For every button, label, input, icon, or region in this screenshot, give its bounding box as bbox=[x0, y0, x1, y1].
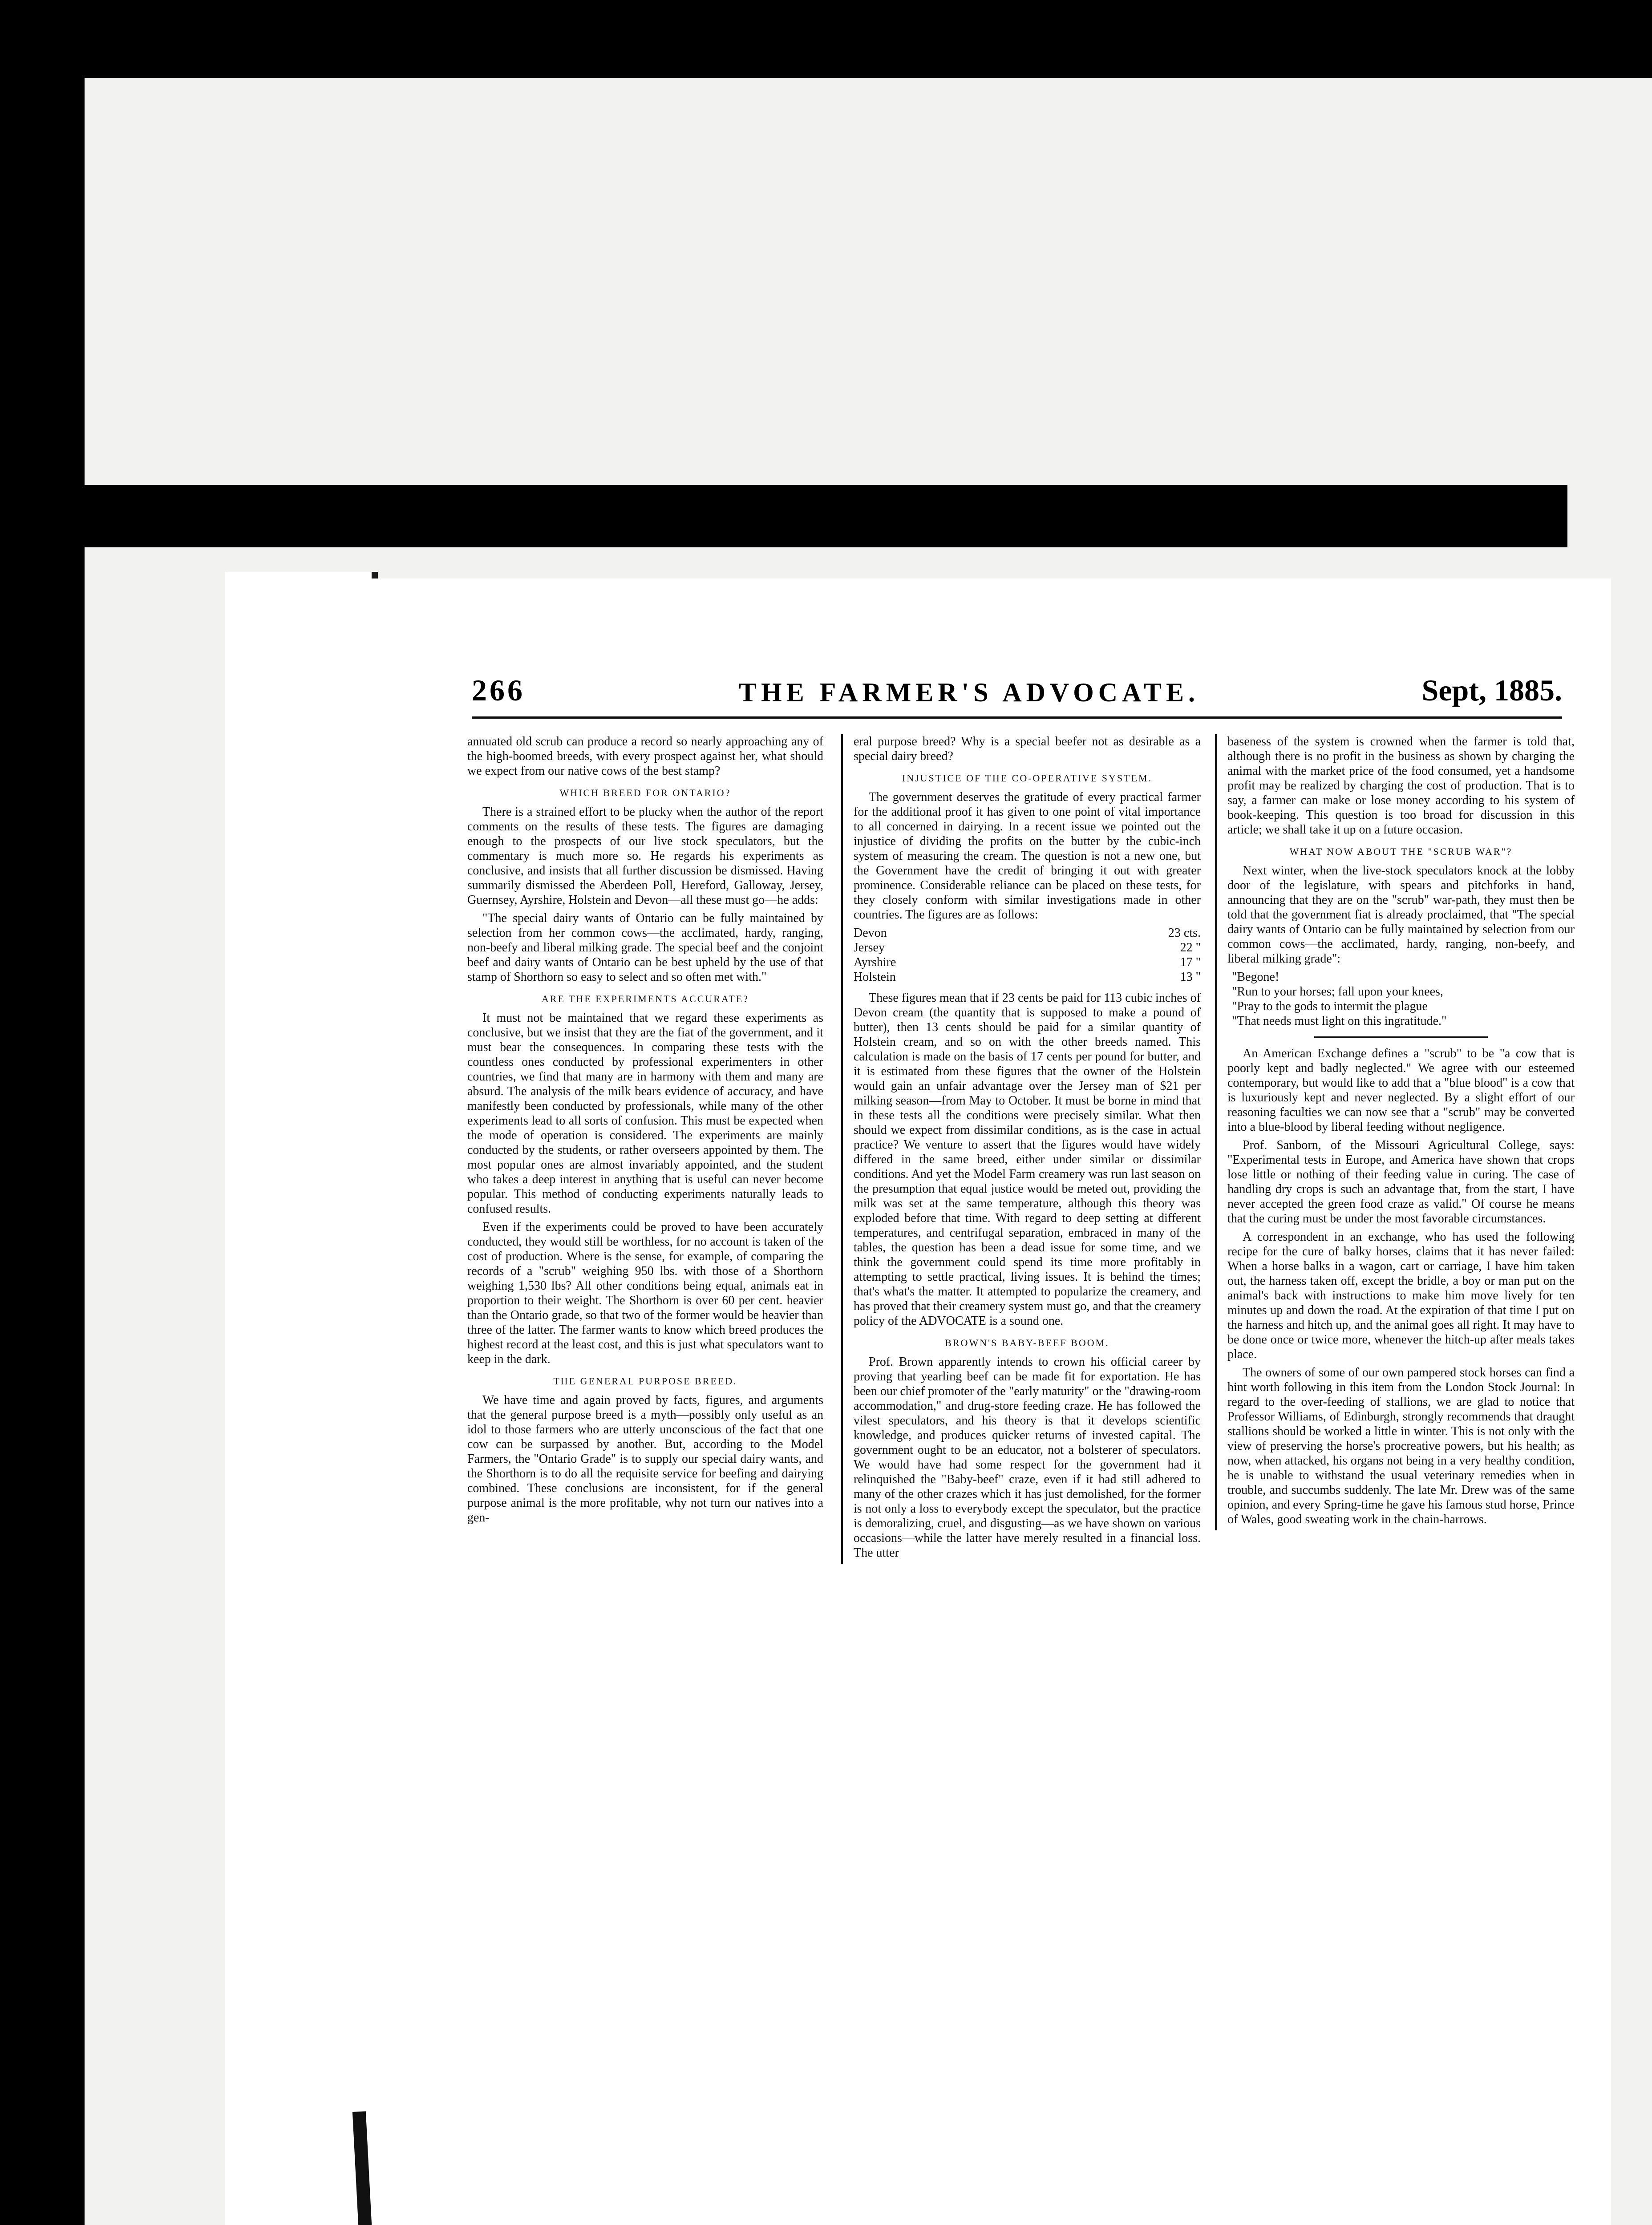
verse-line: "That needs must light on this ingratitude." bbox=[1232, 1014, 1447, 1028]
table-row bbox=[854, 970, 1201, 984]
verse-line: "Pray to the gods to intermit the plague bbox=[1232, 999, 1428, 1013]
breed-cell: Devon bbox=[854, 926, 887, 940]
value-cell: 22 " bbox=[1180, 941, 1201, 955]
value-cell: 17 " bbox=[1180, 955, 1201, 969]
column-3 bbox=[1215, 734, 1575, 1530]
verse-line: "Run to your horses; fall upon your knees, bbox=[1232, 985, 1443, 999]
page-number: 266 bbox=[472, 673, 525, 707]
binding-shadow bbox=[0, 485, 1567, 547]
cream-value-table bbox=[854, 926, 1201, 984]
section-heading: THE GENERAL PURPOSE BREED. bbox=[553, 1375, 737, 1387]
breed-cell: Ayrshire bbox=[854, 955, 896, 969]
table-row bbox=[854, 926, 1201, 940]
paragraph: The owners of some of our own pampered stock horses can find a hint worth following in this item from the London Stock Journal: In regard to the over-feeding of stallions, we are glad to notice that Professor Williams, of Edinburgh, strongly recommends that draught stallions should be worked a little in winter. This is not only with the view of preserving the horse's procreative powers, but his health; as now, when attacked, his organs not being in a very healthy condition, he is unable to withstand the usual veterinary remedies when in trouble, and succumbs suddenly. The late Mr. Drew was of the same opinion, and every Spring-time he gave his famous stud horse, Prince of Wales, good sweating work in the chain-harrows. bbox=[1227, 1366, 1575, 1526]
paragraph: We have time and again proved by facts, figures, and arguments that the general purpose breed is a myth—possibly only useful as an idol to those farmers who are utterly unconscious of the fact that one cow can be surpassed by another. But, according to the Model Farmers, the "Ontario Grade" is to supply our special dairy wants, and the Shorthorn is to do all the requisite service for beefing and dairying combined. These conclusions are inconsistent, for if the general purpose animal is the more profitable, why not turn our natives into a gen- bbox=[467, 1393, 823, 1525]
paragraph: Prof. Brown apparently intends to crown his official career by proving that yearling beef can be made fit for exportation. He has been our chief promoter of the "early maturity" or the "drawing-room accommodation," and drug-store feeding craze. He has followed the vilest speculators, and his theory is that it develops scientific knowledge, and produces quicker returns of invested capital. The government ought to be an educator, not a bolsterer of speculators. We would have had some respect for the government had it relinquished the "Baby-beef" craze, even if it had still adhered to many of the other crazes which it has just demolished, for the former is not only a loss to everybody except the speculator, but the practice is demoralizing, cruel, and disgusting—as we have shown on various occasions—while the latter have merely resulted in a financial loss. The utter bbox=[854, 1355, 1201, 1560]
paragraph: eral purpose breed? Why is a special beefer not as desirable as a special dairy breed? bbox=[854, 735, 1201, 763]
paragraph: Even if the experiments could be proved to have been accurately conducted, they would still be worthless, for no account is taken of the cost of production. Where is the sense, for example, of comparing the records of a "scrub" weighing 950 lbs. with those of a Shorthorn weighing 1,530 lbs? All other conditions being equal, animals eat in proportion to their weight. The Shorthorn is over 60 per cent. heavier than the Ontario grade, so that two of the former would be heavier than three of the latter. The farmer wants to know which breed produces the highest record at the least cost, and this is just what speculators want to keep in the dark. bbox=[467, 1220, 823, 1366]
paragraph: Next winter, when the live-stock speculators knock at the lobby door of the legislature, with spears and pitchforks in hand, announcing that they are on the "scrub" war-path, they must then be told that the government fiat is already proclaimed, that "The special dairy wants of Ontario can be fully maintained by selection from our common cows—the acclimated, hardy, ranging, non-beefy, and liberal milking grade": bbox=[1227, 864, 1575, 966]
breed-cell: Jersey bbox=[854, 941, 885, 955]
masthead: THE FARMER'S ADVOCATE. bbox=[739, 678, 1199, 707]
breed-cell: Holstein bbox=[854, 970, 896, 984]
quoted-paragraph: "The special dairy wants of Ontario can be fully maintained by selection from her common cows—the acclimated, hardy, ranging, non-beefy and liberal milking grade. The special beef and the conjoint beef and dairy wants of Ontario can be best upheld by the use of that stamp of Shorthorn so easy to select and so often met with." bbox=[467, 911, 823, 984]
section-divider bbox=[1314, 1036, 1488, 1038]
paragraph: baseness of the system is crowned when the farmer is told that, although there is no profit in the business as shown by charging the animal with the market price of the food consumed, yet a handsome profit may be realized by charging the cost of production. That is to say, a farmer can make or lose money according to his system of book-keeping. This question is too broad for discussion in this article; we shall take it up on a future occasion. bbox=[1227, 735, 1575, 837]
paragraph: These figures mean that if 23 cents be paid for 113 cubic inches of Devon cream (the quantity that is supposed to make a pound of butter), then 13 cents should be paid for a similar quantity of Holstein cream, and so on with the other breeds named. This calculation is made on the basis of 17 cents per pound for butter, and it is estimated from these figures that the owner of the Holstein would gain an unfair advantage over the Jersey man of $21 per milking season—from May to October. It must be borne in mind that in these tests all the conditions were precisely similar. What then should we expect from dissimilar conditions, as is the case in actual practice? We venture to assert that the figures would have widely differed in the same breed, either under similar or dissimilar conditions. And yet the Model Farm creamery was run last season on the presumption that equal justice would be meted out, providing the milk was set at the same temperature, although this theory was exploded before that time. With regard to deep setting at different temperatures, and centrifugal separation, embraced in many of the tables, the question has been a dead issue for some time, and we think the government could spend its time more profitably in attempting to settle practical, living issues. It is behind the times; that's what's the matter. It attempted to popularize the creamery, and has proved that their creamery system must go, and that the creamery policy of the ADVOCATE is a sound one. bbox=[854, 991, 1201, 1328]
newspaper-page bbox=[383, 587, 1602, 2225]
value-cell: 13 " bbox=[1180, 970, 1201, 984]
paragraph: The government deserves the gratitude of every practical farmer for the additional proof it has given to one point of vital importance to all concerned in dairying. In a recent issue we pointed out the injustice of dividing the profits on the butter by the cubic-inch system of measuring the cream. The question is not a new one, but the Government have the credit of bringing it out with greater prominence. Considerable reliance can be placed on these tests, for they closely conform with similar investigations made in other countries. The figures are as follows: bbox=[854, 790, 1201, 922]
column-2 bbox=[841, 734, 1201, 1564]
section-heading: WHAT NOW ABOUT THE "SCRUB WAR"? bbox=[1289, 846, 1513, 857]
paragraph: There is a strained effort to be plucky when the author of the report comments on the results of these tests. The figures are damaging enough to the prospects of our live stock speculators, but the commentary is much more so. He regards his experiments as conclusive, and insists that all further discussion be dismissed. Having summarily dismissed the Aberdeen Poll, Hereford, Galloway, Jersey, Guernsey, Ayrshire, Holstein and Devon—all these must go—he adds: bbox=[467, 805, 823, 907]
table-row bbox=[854, 940, 1201, 955]
section-heading: BROWN'S BABY-BEEF BOOM. bbox=[945, 1337, 1109, 1348]
verse-quote bbox=[1227, 970, 1575, 1028]
section-heading: ARE THE EXPERIMENTS ACCURATE? bbox=[541, 993, 749, 1004]
paragraph: annuated old scrub can produce a record so nearly approaching any of the high-boomed breeds, with every prospect against her, what should we expect from our native cows of the best stamp? bbox=[467, 735, 823, 778]
paragraph: It must not be maintained that we regard these experiments as conclusive, but we insist that they are the fiat of the government, and it must bear the consequences. In comparing these tests with the countless ones conducted by professional experimenters in other countries, we find that many are in harmony with them and many are absurd. The analysis of the milk bears evidence of accuracy, and have manifestly been conducted by professionals, while many of the other experiments lead to all sorts of confusion. This must be expected when the mode of operation is considered. The experiments are mainly conducted by the students, or rather overseers appointed by them. The most popular ones are almost invariably appointed, and the student who takes a deep interest in anything that is useful can never become popular. This method of conducting experiments naturally leads to confused results. bbox=[467, 1011, 823, 1216]
issue-date: Sept, 1885. bbox=[1421, 673, 1562, 707]
verse-line: "Begone! bbox=[1232, 970, 1279, 984]
section-heading: WHICH BREED FOR ONTARIO? bbox=[559, 787, 731, 798]
paragraph: A correspondent in an exchange, who has used the following recipe for the cure of balky horses, claims that it has never failed: When a horse balks in a wagon, cart or carriage, I have him taken out, the harness taken off, except the bridle, a boy or man put on the animal's back with instructions to make him move lively for ten minutes up and down the road. At the expiration of that time I put on the harness and hitch up, and the animal goes all right. It may have to be done once or twice more, whenever the hitch-up after meals takes place. bbox=[1227, 1230, 1575, 1361]
page-header bbox=[472, 668, 1562, 719]
paragraph: An American Exchange defines a "scrub" to be "a cow that is poorly kept and badly neglected." We agree with our esteemed contemporary, but would like to add that a "blue blood" is a cow that is luxuriously kept and never neglected. By a slight effort of our reasoning faculties we can now see that a "scrub" may be converted into a blue-blood by liberal feeding without negligence. bbox=[1227, 1047, 1575, 1134]
table-row bbox=[854, 955, 1201, 970]
column-1 bbox=[467, 734, 823, 1529]
paragraph: Prof. Sanborn, of the Missouri Agricultural College, says: "Experimental tests in Europe, and America have shown that crops lose little or nothing of their feeding value in curing. The case of handling dry crops is such an advantage that, from the start, I have never accepted the green food craze as valid." Of course he means that the curing must be under the most favorable circumstances. bbox=[1227, 1138, 1575, 1226]
value-cell: 23 cts. bbox=[1168, 926, 1201, 940]
section-heading: INJUSTICE OF THE CO-OPERATIVE SYSTEM. bbox=[902, 773, 1153, 784]
